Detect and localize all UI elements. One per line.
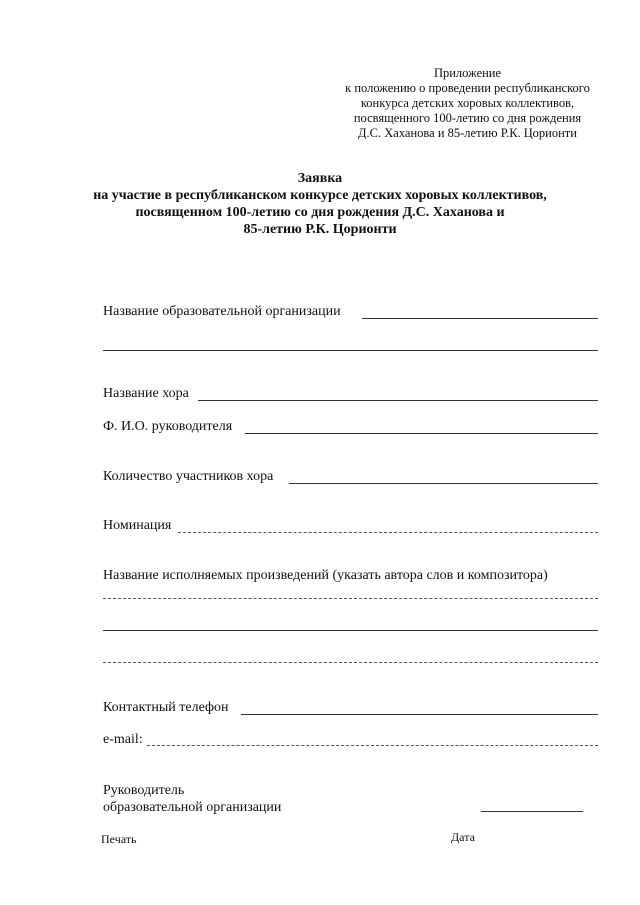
director-field[interactable] [245,433,598,434]
appendix-line: конкурса детских хоровых коллективов, [360,96,575,110]
works-field-line-2[interactable] [103,630,598,631]
appendix-line: Д.С. Хаханова и 85-летию Р.К. Цорионти [358,126,577,140]
choir-name-label: Название хора [103,386,189,401]
works-field-line-1[interactable] [103,598,598,599]
phone-field[interactable] [241,714,598,715]
stamp-label: Печать [101,832,137,846]
document-title [90,170,550,238]
title-heading: Заявка [297,171,343,186]
head-label-line1: Руководитель [103,783,185,798]
works-label: Название исполняемых произведений (указать автора слов и композитора) [103,568,548,583]
director-label: Ф. И.О. руководителя [103,419,233,434]
title-line: на участие в республиканском конкурсе детских хоровых коллективов, [93,188,547,203]
nomination-label: Номинация [103,518,172,533]
title-line: посвященном 100-летию со дня рождения Д.С. Хаханова и [135,205,505,220]
appendix-line: посвященного 100-летию со дня рождения [353,111,582,125]
appendix-block [330,66,605,141]
choir-name-field[interactable] [198,400,598,401]
email-label: e-mail: [103,732,143,747]
head-label-line2: образовательной организации [103,800,282,815]
date-label: Дата [451,830,475,844]
participants-field[interactable] [289,483,598,484]
org-name-field[interactable] [362,318,598,319]
appendix-line: Приложение [433,66,502,80]
org-name-label: Название образовательной организации [103,304,341,319]
works-field-line-3[interactable] [103,662,598,663]
title-line: 85-летию Р.К. Цорионти [243,222,397,237]
email-field[interactable] [147,745,598,746]
signature-field[interactable] [481,811,583,812]
phone-label: Контактный телефон [103,700,229,715]
appendix-line: к положению о проведении республиканского [345,81,590,95]
org-name-field-continued[interactable] [103,350,598,351]
nomination-field[interactable] [178,532,598,533]
participants-label: Количество участников хора [103,469,274,484]
